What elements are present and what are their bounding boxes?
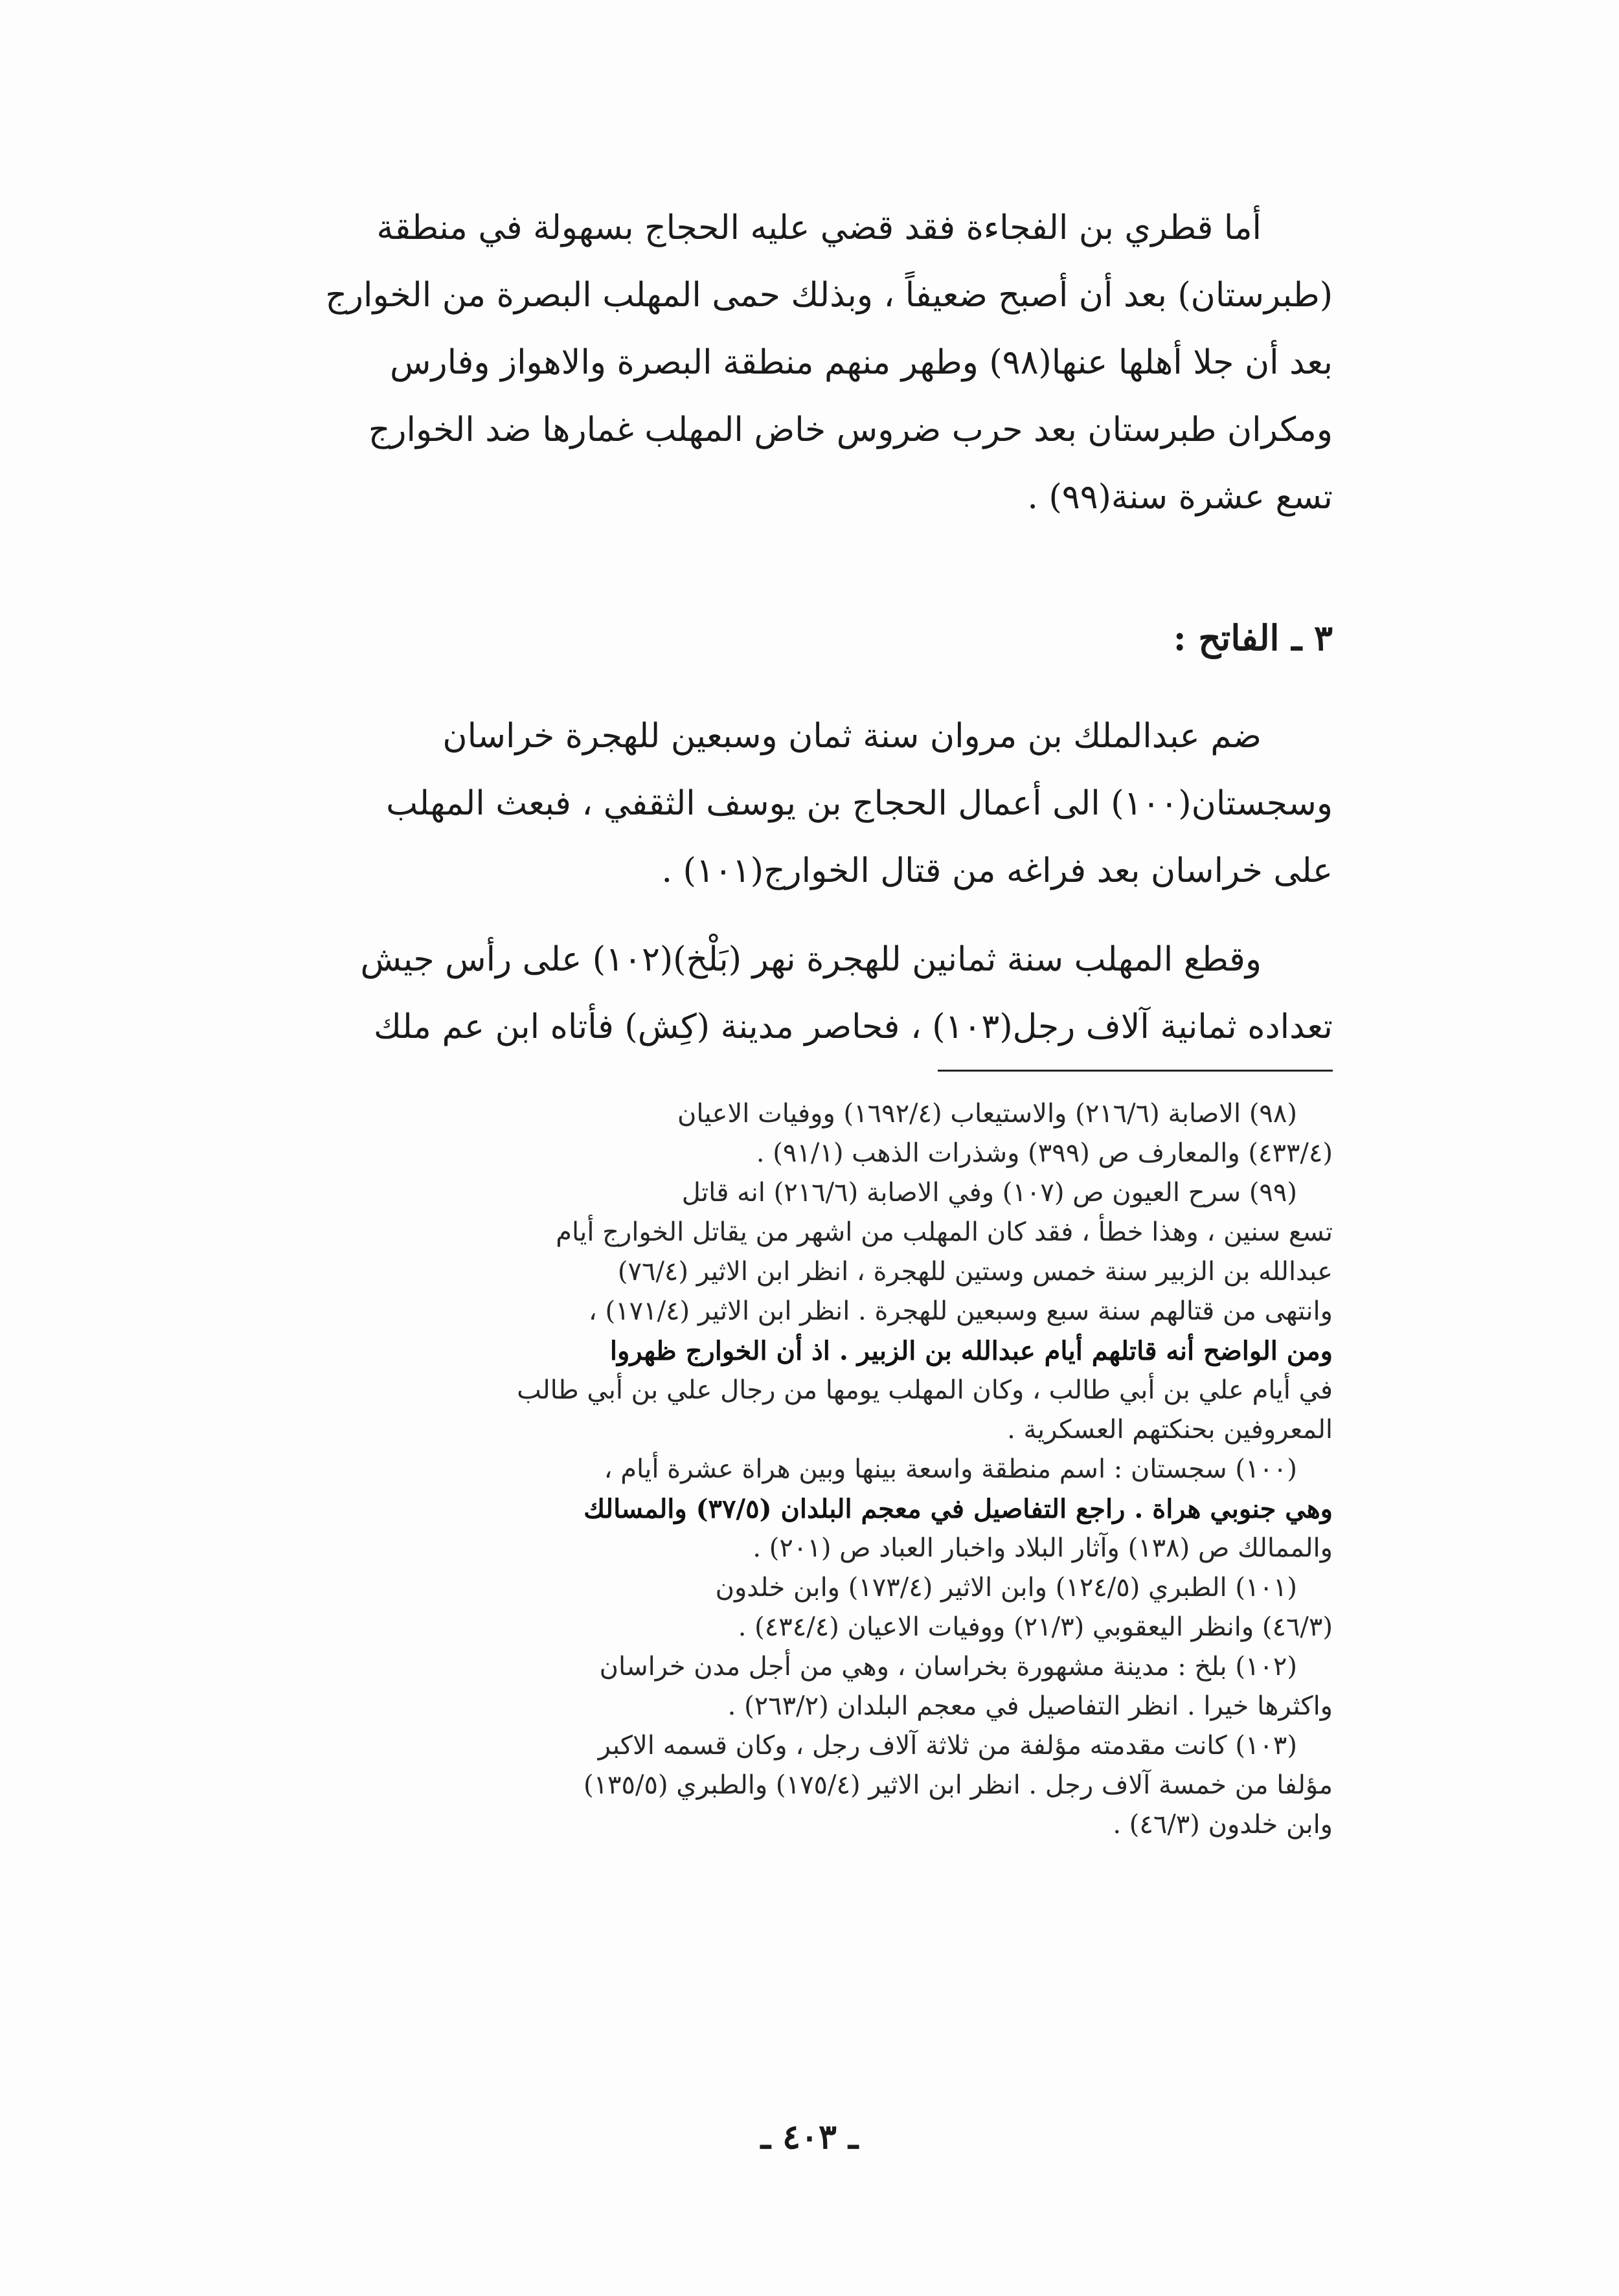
footnote-line: مؤلفا من خمسة آلاف رجل . انظر ابن الاثير (١٧٥/٤) والطبري (١٣٥/٥) bbox=[583, 1770, 1333, 1800]
footnote-line: عبدالله بن الزبير سنة خمس وستين للهجرة ، انظر ابن الاثير (٧٦/٤) bbox=[617, 1257, 1333, 1287]
footnote-line: وانتهى من قتالهم سنة سبع وسبعين للهجرة . انظر ابن الاثير (١٧١/٤) ، bbox=[588, 1296, 1333, 1326]
footnote-line: (٩٩) سرح العيون ص (١٠٧) وفي الاصابة (٢١٦/٦) انه قاتل bbox=[681, 1178, 1297, 1208]
footnote-line: (٤٣٣/٤) والمعارف ص (٣٩٩) وشذرات الذهب (٩١/١) . bbox=[756, 1138, 1333, 1168]
text-line: تسع عشرة سنة(٩٩) . bbox=[1027, 478, 1333, 517]
text-line: بعد أن جلا أهلها عنها(٩٨) وطهر منهم منطقة البصرة والاهواز وفارس bbox=[390, 343, 1333, 382]
text-line: تعداده ثمانية آلاف رجل(١٠٣) ، فحاصر مدينة (كِش) فأتاه ابن عم ملك bbox=[374, 1007, 1333, 1046]
footnote-line: وهي جنوبي هراة . راجع التفاصيل في معجم البلدان (٣٧/٥) والمسالك bbox=[583, 1494, 1333, 1524]
footnote-line: (١٠١) الطبري (١٢٤/٥) وابن الاثير (١٧٣/٤) وابن خلدون bbox=[715, 1573, 1297, 1603]
footnote-102 bbox=[271, 1647, 1333, 1726]
text-line: ومكران طبرستان بعد حرب ضروس خاض المهلب غمارها ضد الخوارج bbox=[368, 411, 1333, 449]
text-line: (طبرستان) بعد أن أصبح ضعيفاً ، وبذلك حمى المهلب البصرة من الخوارج bbox=[325, 276, 1333, 315]
text-line: ضم عبدالملك بن مروان سنة ثمان وسبعين للهجرة خراسان bbox=[442, 717, 1262, 756]
footnote-line: (٩٨) الاصابة (٢١٦/٦) والاستيعاب (١٦٩٢/٤) ووفيات الاعيان bbox=[677, 1099, 1297, 1129]
footnote-line: ومن الواضح أنه قاتلهم أيام عبدالله بن الزبير . اذ أن الخوارج ظهروا bbox=[609, 1336, 1333, 1366]
footnote-line: (١٠٣) كانت مقدمته مؤلفة من ثلاثة آلاف رجل ، وكان قسمه الاكبر bbox=[598, 1731, 1297, 1761]
footnotes-section bbox=[271, 1094, 1333, 1845]
text-line: على خراسان بعد فراغه من قتال الخوارج(١٠١) . bbox=[661, 851, 1333, 890]
footnote-line: في أيام علي بن أبي طالب ، وكان المهلب يومها من رجال علي بن أبي طالب bbox=[517, 1375, 1333, 1405]
footnote-line: (١٠٠) سجستان : اسم منطقة واسعة بينها وبين هراة عشرة أيام ، bbox=[604, 1454, 1297, 1484]
footnote-divider bbox=[938, 1070, 1333, 1072]
footnote-line: تسع سنين ، وهذا خطأ ، فقد كان المهلب من اشهر من يقاتل الخوارج أيام bbox=[556, 1217, 1333, 1247]
text-line: أما قطري بن الفجاءة فقد قضي عليه الحجاج بسهولة في منطقة bbox=[376, 208, 1262, 247]
section-heading: ٣ ـ الفاتح : bbox=[1173, 617, 1333, 658]
footnote-100 bbox=[271, 1450, 1333, 1568]
footnote-line: والممالك ص (١٣٨) وآثار البلاد واخبار العباد ص (٢٠١) . bbox=[753, 1533, 1333, 1563]
text-line: وقطع المهلب سنة ثمانين للهجرة نهر (بَلْخ)(١٠٢) على رأس جيش bbox=[360, 940, 1262, 979]
footnote-line: وابن خلدون (٤٦/٣) . bbox=[1113, 1810, 1333, 1840]
footnote-98 bbox=[271, 1094, 1333, 1173]
footnote-99 bbox=[271, 1173, 1333, 1450]
paragraph-khurasan bbox=[271, 703, 1333, 905]
footnote-line: واكثرها خيرا . انظر التفاصيل في معجم البلدان (٢٦٣/٢) . bbox=[727, 1691, 1333, 1721]
footnote-101 bbox=[271, 1568, 1333, 1647]
footnote-line: المعروفين بحنكتهم العسكرية . bbox=[1007, 1415, 1333, 1445]
footnote-103 bbox=[271, 1726, 1333, 1845]
footnote-line: (١٠٢) بلخ : مدينة مشهورة بخراسان ، وهي من أجل مدن خراسان bbox=[599, 1652, 1297, 1682]
page-number: ـ ٤٠٣ ـ bbox=[760, 2117, 859, 2157]
paragraph-balkh bbox=[271, 926, 1333, 1061]
text-line: وسجستان(١٠٠) الى أعمال الحجاج بن يوسف الثقفي ، فبعث المهلب bbox=[386, 784, 1333, 823]
paragraph-qatari bbox=[271, 194, 1333, 531]
footnote-line: (٤٦/٣) وانظر اليعقوبي (٢١/٣) ووفيات الاعيان (٤٣٤/٤) . bbox=[738, 1612, 1333, 1642]
